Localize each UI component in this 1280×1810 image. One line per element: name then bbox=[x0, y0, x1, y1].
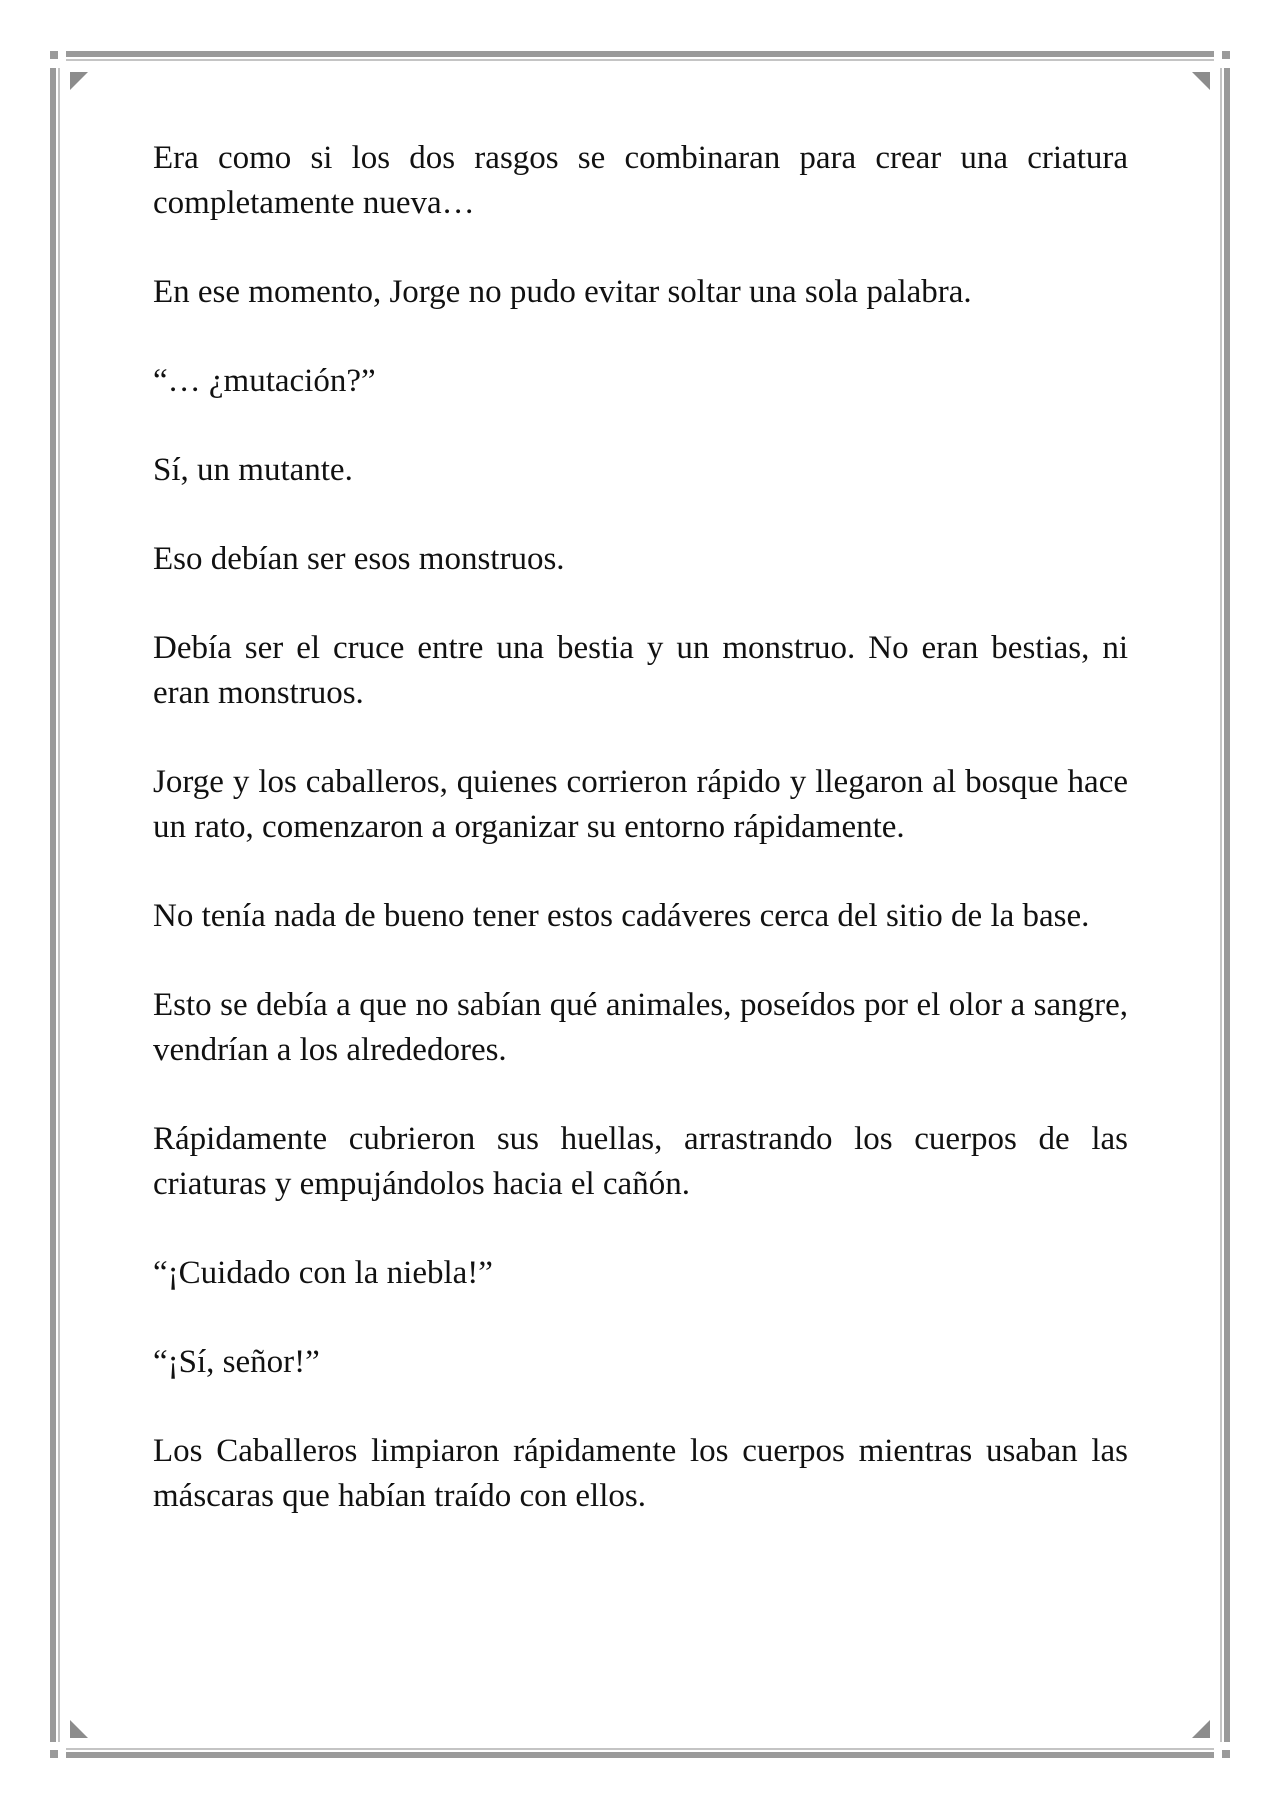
paragraph-1: Era como si los dos rasgos se combinaran para crear una criatura completamente nueva… bbox=[153, 140, 1128, 221]
frame-border-top bbox=[66, 51, 1214, 57]
frame-border-left bbox=[50, 68, 56, 1742]
corner-ornament-top-left bbox=[70, 72, 88, 90]
paragraph-3: “… ¿mutación?” bbox=[153, 363, 376, 399]
page-body-text bbox=[153, 136, 1128, 1563]
corner-ornament-bottom-right bbox=[1192, 1720, 1210, 1738]
frame-border-right bbox=[1224, 68, 1230, 1742]
paragraph-8: No tenía nada de bueno tener estos cadáveres cerca del sitio de la base. bbox=[153, 898, 1090, 934]
corner-square-top-left bbox=[50, 51, 58, 59]
paragraph-9: Esto se debía a que no sabían qué animales, poseídos por el olor a sangre, vendrían a los alrededores. bbox=[153, 987, 1128, 1068]
corner-square-bottom-left bbox=[50, 1750, 58, 1758]
corner-square-top-right bbox=[1222, 51, 1230, 59]
corner-ornament-top-right bbox=[1192, 72, 1210, 90]
paragraph-13: Los Caballeros limpiaron rápidamente los cuerpos mientras usaban las máscaras que habían traído con ellos. bbox=[153, 1433, 1128, 1514]
paragraph-10: Rápidamente cubrieron sus huellas, arrastrando los cuerpos de las criaturas y empujándolos hacia el cañón. bbox=[153, 1121, 1128, 1202]
corner-ornament-bottom-left bbox=[70, 1720, 88, 1738]
paragraph-6: Debía ser el cruce entre una bestia y un monstruo. No eran bestias, ni eran monstruos. bbox=[153, 630, 1128, 711]
paragraph-12: “¡Sí, señor!” bbox=[153, 1344, 320, 1380]
paragraph-5: Eso debían ser esos monstruos. bbox=[153, 541, 565, 577]
frame-inner-left bbox=[58, 68, 60, 1742]
frame-inner-bottom bbox=[66, 1748, 1214, 1750]
paragraph-4: Sí, un mutante. bbox=[153, 452, 353, 488]
paragraph-7: Jorge y los caballeros, quienes corrieron rápido y llegaron al bosque hace un rato, comenzaron a organizar su entorno rápidamente. bbox=[153, 764, 1128, 845]
corner-square-bottom-right bbox=[1222, 1750, 1230, 1758]
paragraph-2: En ese momento, Jorge no pudo evitar soltar una sola palabra. bbox=[153, 274, 972, 310]
frame-inner-right bbox=[1220, 68, 1222, 1742]
paragraph-11: “¡Cuidado con la niebla!” bbox=[153, 1255, 493, 1291]
frame-inner-top bbox=[66, 59, 1214, 61]
frame-border-bottom bbox=[66, 1752, 1214, 1758]
